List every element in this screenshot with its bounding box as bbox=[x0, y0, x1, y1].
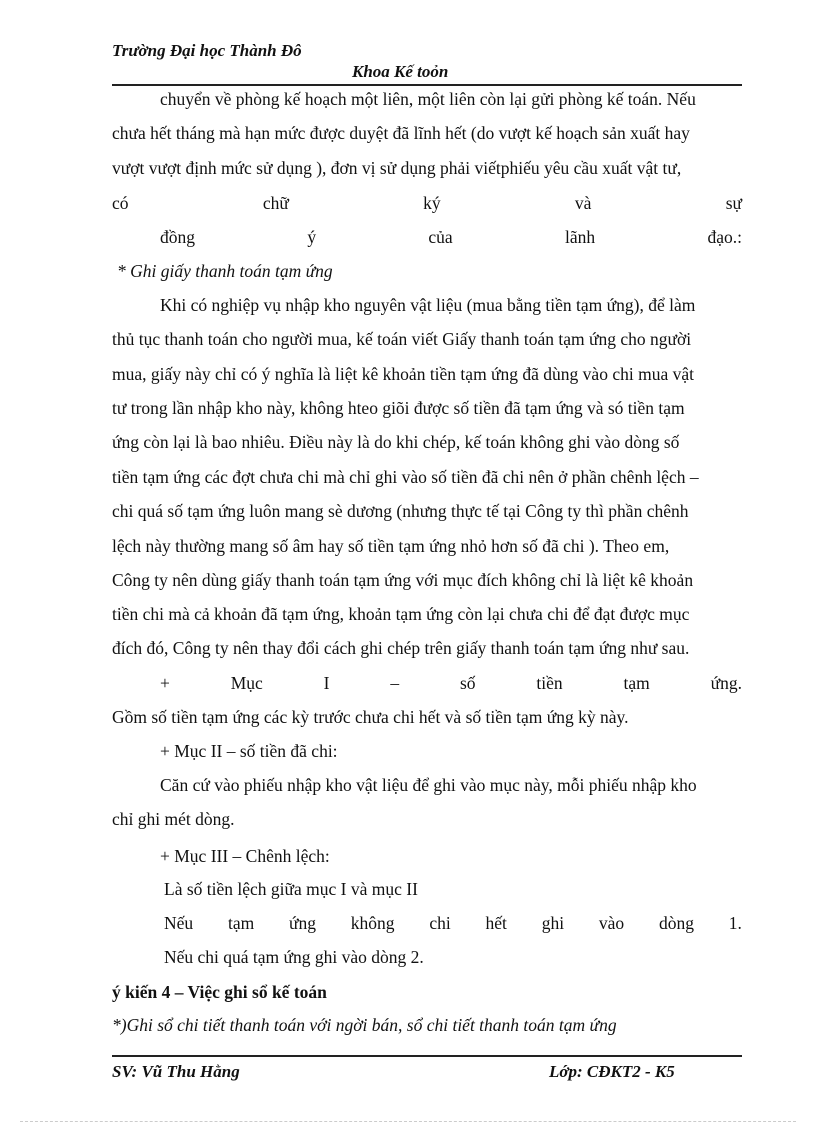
p1-justified-line-4 bbox=[112, 193, 742, 214]
word: ý bbox=[307, 227, 317, 247]
muc-3-line-1: Là số tiền lệch giữa mục I và mục II bbox=[164, 879, 418, 899]
word: + bbox=[160, 673, 170, 693]
p2-line-8: lệch này thường mang số âm hay số tiền tạm ứng nhỏ hơn số đã chi ). Theo em, bbox=[112, 536, 670, 556]
p2-line-2: thủ tục thanh toán cho người mua, kế toán viết Giấy thanh toán tạm ứng cho người bbox=[112, 329, 692, 349]
word: ghi bbox=[541, 913, 565, 933]
word: I bbox=[323, 673, 330, 693]
muc-3-justified-line bbox=[164, 913, 742, 934]
word: chi bbox=[429, 913, 451, 933]
word: Nếu bbox=[164, 913, 194, 933]
word: đồng bbox=[160, 227, 195, 247]
p1-line-1: chuyển về phòng kế hoạch một liên, một liên còn lại gửi phòng kế toán. Nếu bbox=[160, 89, 696, 109]
word: vào bbox=[598, 913, 625, 933]
muc-3-heading: + Mục III – Chênh lệch: bbox=[160, 846, 330, 866]
word: tiền bbox=[536, 673, 563, 693]
word: tạm bbox=[623, 673, 650, 693]
muc-2-heading: + Mục II – số tiền đã chi: bbox=[160, 741, 338, 761]
p1-line-2: chưa hết tháng mà hạn mức được duyệt đã lĩnh hết (do vượt kế hoạch sản xuất hay bbox=[112, 123, 690, 143]
p1-justified-line-5 bbox=[160, 227, 742, 248]
word: của bbox=[428, 227, 453, 247]
italic-subheading: *)Ghi sổ chi tiết thanh toán với ngời bán, sổ chi tiết thanh toán tạm ứng bbox=[112, 1015, 617, 1035]
word: lãnh bbox=[564, 227, 596, 247]
p2-line-4: tư trong lần nhập kho này, không hteo giõi được số tiền đã tạm ứng và só tiền tạm bbox=[112, 398, 685, 418]
word: ứng. bbox=[710, 673, 742, 693]
p3-line-1: Căn cứ vào phiếu nhập kho vật liệu để ghi vào mục này, mỗi phiếu nhập kho bbox=[160, 775, 697, 795]
page-edge-divider bbox=[20, 1121, 796, 1122]
word: – bbox=[390, 673, 400, 693]
school-name: Trường Đại học Thành Đô bbox=[112, 41, 302, 60]
word: hết bbox=[485, 913, 507, 933]
word: số bbox=[459, 673, 476, 693]
section-heading: ý kiến 4 – Việc ghi sổ kế toán bbox=[112, 982, 327, 1002]
word: chữ bbox=[262, 193, 289, 213]
word: tạm bbox=[227, 913, 255, 933]
p2-line-11: đích đó, Công ty nên thay đổi cách ghi chép trên giấy thanh toán tạm ứng như sau. bbox=[112, 638, 690, 658]
word: ứng bbox=[289, 913, 316, 933]
muc-1-line bbox=[160, 673, 742, 694]
word: và bbox=[574, 193, 592, 213]
word: 1. bbox=[728, 913, 742, 933]
p2-line-7: chi quá số tạm ứng luôn mang sè dương (nhưng thực tế tại Công ty thì phần chênh bbox=[112, 501, 689, 521]
word: sự bbox=[725, 193, 742, 213]
header-rule bbox=[112, 84, 742, 86]
p2-line-9: Công ty nên dùng giấy thanh toán tạm ứng với mục đích không chỉ là liệt kê khoản bbox=[112, 570, 694, 590]
p1-line-3: vượt vượt định mức sử dụng ), đơn vị sử dụng phải viếtphiếu yêu cầu xuất vật tư, bbox=[112, 158, 682, 178]
muc-1-detail: Gồm số tiền tạm ứng các kỳ trước chưa chi hết và số tiền tạm ứng kỳ này. bbox=[112, 707, 629, 727]
word: ký bbox=[423, 193, 441, 213]
p2-line-3: mua, giấy này chỉ có ý nghĩa là liệt kê khoản tiền tạm ứng đã dùng vào chi mua vật bbox=[112, 364, 694, 384]
p2-line-1: Khi có nghiệp vụ nhập kho nguyên vật liệu (mua bằng tiền tạm ứng), để làm bbox=[160, 295, 696, 315]
muc-3-line-3: Nếu chi quá tạm ứng ghi vào dòng 2. bbox=[164, 947, 424, 967]
p3-line-2: chỉ ghi mét dòng. bbox=[112, 809, 235, 829]
word: có bbox=[112, 193, 129, 213]
p2-line-5: ứng còn lại là bao nhiêu. Điều này là do khi chép, kế toán không ghi vào dòng số bbox=[112, 432, 680, 452]
footer-rule bbox=[112, 1055, 742, 1057]
p2-line-10: tiền chi mà cả khoản đã tạm ứng, khoản tạm ứng còn lại chưa chi để đạt được mục bbox=[112, 604, 690, 624]
word: dòng bbox=[658, 913, 694, 933]
student-name: SV: Vũ Thu Hằng bbox=[112, 1062, 240, 1081]
faculty-name: Khoa Kế toỏn bbox=[352, 62, 449, 81]
class-name: Lớp: CĐKT2 - K5 bbox=[549, 1062, 675, 1081]
sub-heading: * Ghi giấy thanh toán tạm ứng bbox=[117, 261, 333, 281]
word: đạo.: bbox=[707, 227, 742, 247]
p2-line-6: tiền tạm ứng các đợt chưa chi mà chỉ ghi vào số tiền đã chi nên ở phần chênh lệch – bbox=[112, 467, 699, 487]
word: không bbox=[350, 913, 395, 933]
word: Mục bbox=[230, 673, 263, 693]
